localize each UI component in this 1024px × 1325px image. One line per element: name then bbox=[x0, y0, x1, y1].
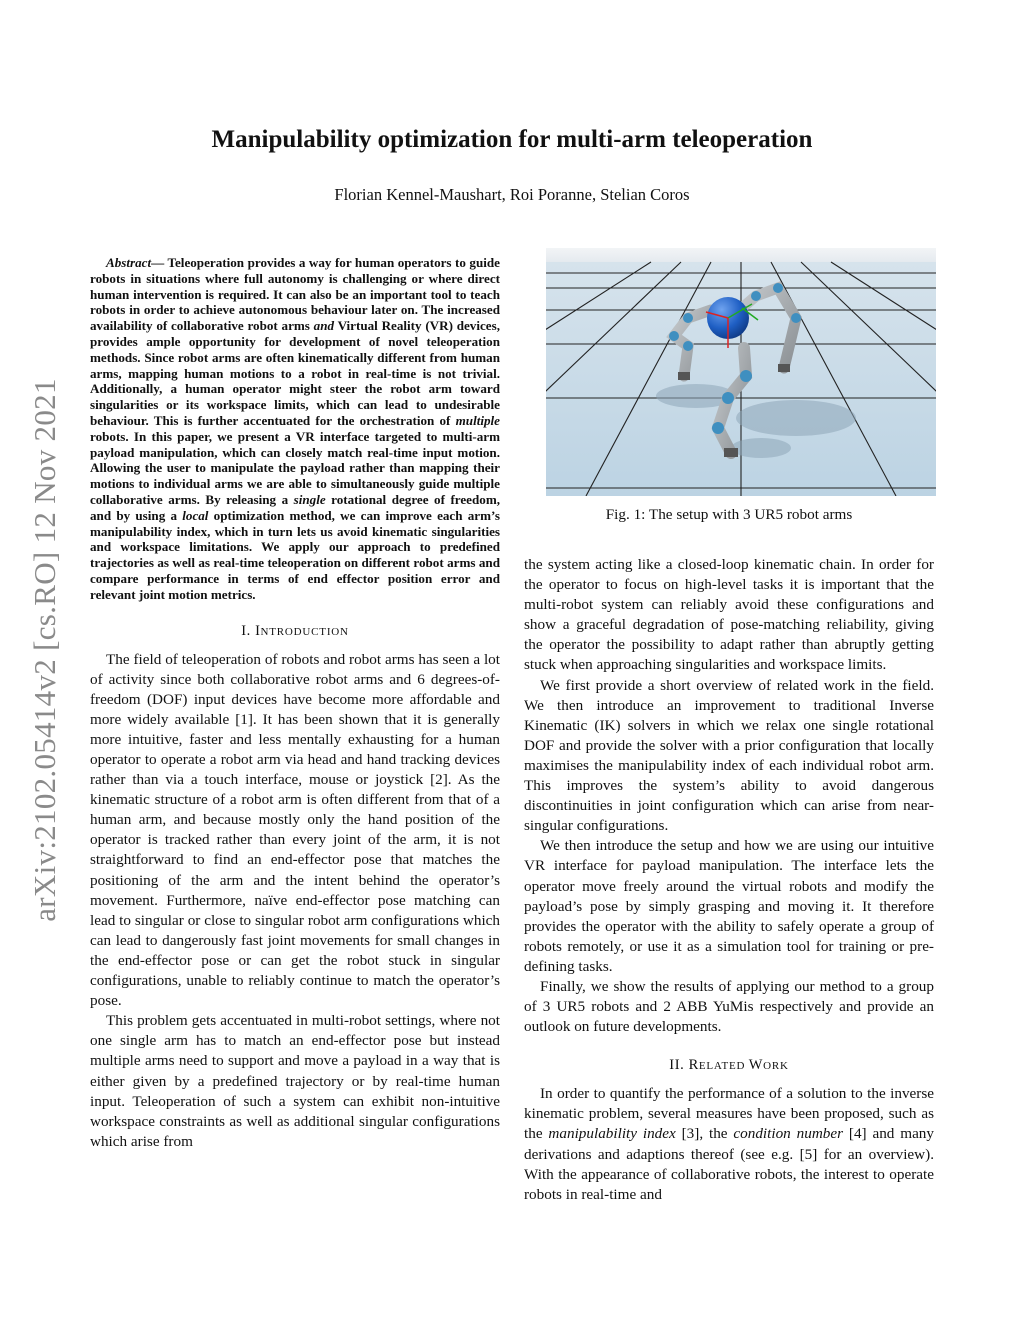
section-heading-introduction bbox=[90, 621, 500, 642]
figure-caption: Fig. 1: The setup with 3 UR5 robot arms bbox=[605, 506, 853, 523]
section-number: I. bbox=[241, 622, 256, 639]
section-number: II. bbox=[669, 1057, 689, 1074]
left-column bbox=[90, 255, 500, 1152]
abstract-text-1: Teleoperation provides a way for human operators to guide robots in situations where full autonomy is challenging or where direct human intervention is required. It can also be an important tool to teach robots in order to achieve autonomous behaviour later on. The increased availability of collaborative robot arms bbox=[90, 255, 500, 334]
related-em-condition-number: condition number bbox=[733, 1125, 844, 1143]
abstract-em-local: local bbox=[182, 507, 209, 523]
abstract-em-multiple: multiple bbox=[455, 412, 500, 428]
related-work-paragraph-1 bbox=[524, 1084, 934, 1205]
arxiv-identifier bbox=[20, 340, 70, 960]
right-column bbox=[524, 248, 934, 1205]
intro-paragraph-2: This problem gets accentuated in multi-robot settings, where not one single arm has to match an end-effector pose but instead multiple arms need to support and move a payload in a way that is either given by a predefined trajectory or by real-time human input. Teleoperation of such a system can exhibit non-intuitive workspace constraints as well as additional singular configurations which arise from bbox=[90, 1012, 500, 1150]
intro-paragraph-1: The field of teleoperation of robots and robot arms has seen a lot of activity since both collaborative robot arms and 6 degrees-of-freedom (DOF) input devices have become more affordable and more widely available [1]. It has been shown that it is generally more intuitive, faster and less mentally exhausting for a human operator to operate a robot arm via head and hand tracking devices rather than via a touch interface, mouse or joystick [2]. As the kinematic structure of a robot arm is often different from that of a human arm, and because mostly only the hand position of the operator is tracked rather than every joint of the arm, it is not straightforward to find an end-effector pose that matches the positioning of the arm and the intent behind the operator’s movement. Furthermore, naïve end-effector pose matching can lead to singular or close to singular robot arm configurations which can lead to dangerously fast joint movements for small changes in the end-effector pose or can get the robot stuck in singular configurations, unable to reliably continue to match the operator’s pose. bbox=[90, 650, 500, 1010]
section-heading-related-work bbox=[524, 1055, 934, 1076]
abstract-dash: — bbox=[151, 255, 168, 270]
intro-paragraph-3: the system acting like a closed-loop kinematic chain. In order for the operator to focus on high-level tasks it is important that the multi-robot system can reliably avoid these configurations and show a graceful degradation of pose-matching reliability, giving the operator the possibility to adapt rather than abruptly getting stuck when approaching singularities and workspace limits. bbox=[524, 556, 934, 674]
abstract-text-3: robots. In this paper, we present a VR interface targeted to multi-arm payload manipulation, which can closely match real-time input motion. Allowing the user to manipulate the payload rather than mapping their motions to individual arms we are able to simultaneously guide multiple collaborative arms. By releasing a bbox=[90, 428, 500, 507]
section-title-rest-2: ORK bbox=[763, 1060, 789, 1073]
figure-robot-setup bbox=[546, 248, 936, 496]
paper-authors: Florian Kennel-Maushart, Roi Poranne, Stelian Coros bbox=[334, 185, 690, 204]
section-title-rest: NTRODUCTION bbox=[260, 625, 349, 638]
abstract-text-5: optimization method, we can improve each arm’s manipulability index, which in turn lets us avoid kinematic singularities and workspace limitations. We apply our approach to predefined trajectories as well as real-time teleoperation on different robot arms and compare performance in terms of end effector position error and relevant joint motion metrics. bbox=[90, 507, 500, 602]
intro-paragraph-5: We then introduce the setup and how we are using our intuitive VR interface for payload manipulation. The interface lets the operator move freely around the virtual robots and modify the payload’s pose by simply grasping and moving it. It therefore provides the operator with the ability to safely operate a group of robots remotely, or use it as a simulation tool for training or pre-defining tasks. bbox=[524, 837, 934, 975]
related-text-2: [3], the bbox=[675, 1125, 734, 1143]
abstract-em-single: single bbox=[293, 491, 326, 507]
abstract-text-2: Virtual Reality (VR) devices, provides ample opportunity for development of novel teleoperation methods. Since robot arms are often kinematically different from human arms, mapping human motions to a robot in real-time is not trivial. Additionally, a human operator might steer the robot arm toward singularities or its workspace limits, which can lead to undesirable behaviour. This is further accentuated for the orchestration of bbox=[90, 318, 500, 428]
section-title-cap: I bbox=[255, 622, 261, 639]
intro-paragraph-4: We first provide a short overview of related work in the field. We then introduce an improvement to traditional Inverse Kinematic (IK) solvers in which we relax one single rotational DOF and provide the solver with a prior configuration that locally maximises the manipulability index of each individual robot arm. This improves the system’s ability to avoid dangerous discontinuities in joint configuration which can arise from near-singular configurations. bbox=[524, 676, 934, 835]
section-title-rest-1: ELATED bbox=[698, 1060, 749, 1073]
intro-paragraph-6: Finally, we show the results of applying our method to a group of 3 UR5 robots and 2 ABB YuMis respectively and provide an outlook on future developments. bbox=[524, 977, 934, 1036]
related-text-3: [4] and many derivations and adaptions thereof (see e.g. [5] for an overview). With the appearance of collaborative robots, the interest to operate robots in real-time and bbox=[524, 1125, 934, 1203]
related-em-manipulability: manipulability index bbox=[548, 1125, 676, 1143]
paper-title: Manipulability optimization for multi-arm teleoperation bbox=[211, 126, 813, 153]
abstract-label: Abstract bbox=[106, 255, 152, 270]
abstract bbox=[90, 255, 500, 603]
related-text-1: In order to quantify the performance of a solution to the inverse kinematic problem, several measures have been proposed, such as the bbox=[524, 1085, 934, 1143]
arxiv-identifier-text: arXiv:2102.05414v2 [cs.RO] 12 Nov 2021 bbox=[27, 378, 62, 922]
section-title-cap-1: R bbox=[688, 1057, 699, 1074]
abstract-em-and: and bbox=[313, 318, 335, 334]
section-title-cap-2: W bbox=[748, 1057, 764, 1074]
abstract-text-4: rotational degree of freedom, and by using a bbox=[90, 491, 501, 523]
